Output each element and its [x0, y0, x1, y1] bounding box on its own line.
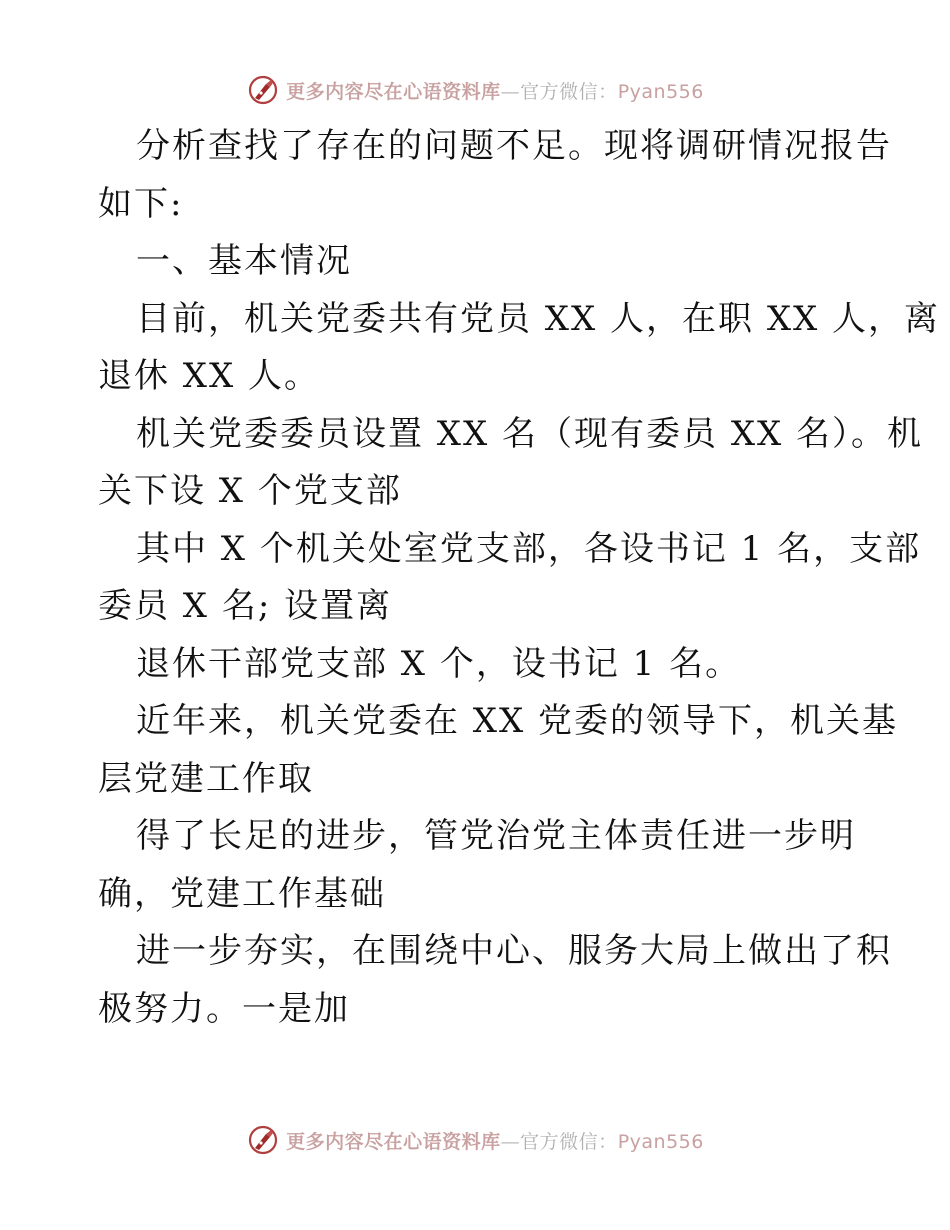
body-line: 分析查找了存在的问题不足。现将调研情况报告	[136, 126, 892, 166]
body-line: 目前，机关党委共有党员 XX 人，在职 XX 人，离	[136, 298, 941, 339]
pen-nib-circle-icon	[246, 73, 280, 107]
watermark-id: Pyan556	[617, 1130, 704, 1153]
watermark-site: 更多内容尽在心语资料库	[286, 1130, 501, 1153]
watermark-site: 更多内容尽在心语资料库	[286, 80, 501, 103]
watermark-id: Pyan556	[617, 80, 704, 103]
body-line: 其中 X 个机关处室党支部，各设书记 1 名，支部	[136, 528, 922, 569]
body-line: 委员 X 名; 设置离	[98, 586, 393, 626]
watermark-text	[286, 1127, 704, 1154]
body-line: 极努力。一是加	[98, 988, 350, 1029]
watermark-label: 官方微信：	[520, 80, 618, 103]
watermark-dash: —	[500, 80, 521, 103]
section-heading: 一、基本情况	[136, 241, 352, 281]
body-line: 退休 XX 人。	[98, 356, 321, 396]
body-line: 进一步夯实，在围绕中心、服务大局上做出了积	[136, 931, 892, 971]
body-line: 确，党建工作基础	[98, 873, 386, 914]
body-line: 如下:	[98, 183, 184, 224]
pen-nib-circle-icon	[246, 1123, 280, 1157]
body-line: 关下设 X 个党支部	[98, 471, 402, 511]
body-line: 近年来，机关党委在 XX 党委的领导下，机关基	[136, 701, 899, 741]
body-line: 退休干部党支部 X 个，设书记 1 名。	[136, 643, 742, 684]
watermark-dash: —	[500, 1130, 521, 1153]
body-line: 机关党委委员设置 XX 名（现有委员 XX 名）。机	[136, 413, 924, 454]
footer-watermark	[0, 1120, 950, 1160]
body-line: 得了长足的进步，管党治党主体责任进一步明	[136, 816, 856, 856]
document-body	[98, 118, 941, 1038]
watermark-label: 官方微信：	[520, 1130, 618, 1153]
header-watermark	[0, 70, 950, 110]
watermark-text	[286, 77, 704, 104]
body-line: 层党建工作取	[98, 758, 314, 799]
